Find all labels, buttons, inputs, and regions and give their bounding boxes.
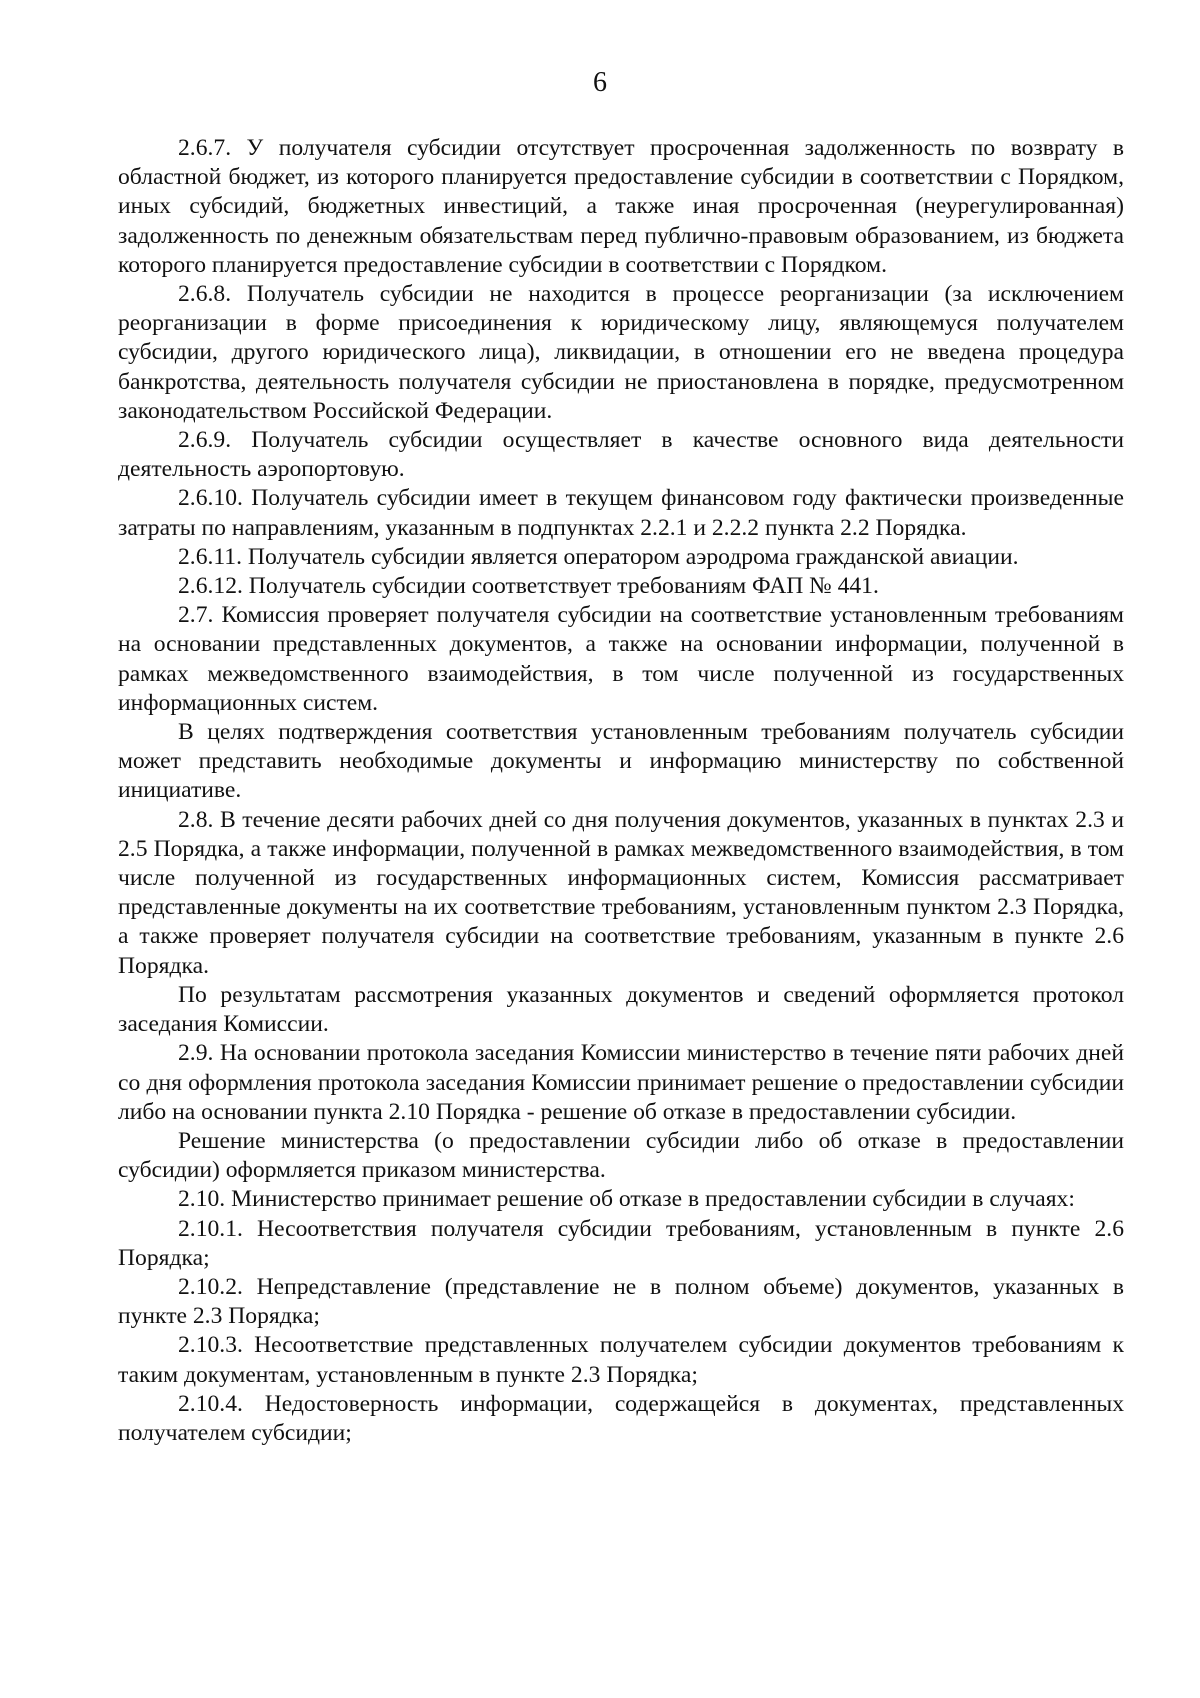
- paragraph-2-10: 2.10. Министерство принимает решение об отказе в предоставлении субсидии в случаях:: [178, 1186, 1075, 1213]
- paragraph-2-9: 2.9. На основании протокола заседания Комиссии министерство в течение пяти рабочих дней со дня оформления протокола заседания Комиссии принимает решение о предоставлении субсидии либо на основании пункта 2.10 Порядка - решение об отказе в предоставлении субсидии.: [118, 1040, 1124, 1125]
- paragraph-2-6-8: 2.6.8. Получатель субсидии не находится в процессе реорганизации (за исключением реорганизации в форме присоединения к юридическому лицу, являющемуся получателем субсидии, другого юридического лица), ликвидации, в отношении его не введена процедура банкротства, деятельность получателя субсидии не приостановлена в порядке, предусмотренном законодательством Российской Федерации.: [118, 281, 1124, 424]
- paragraph-2-8-result: По результатам рассмотрения указанных документов и сведений оформляется протокол заседания Комиссии.: [118, 981, 1124, 1038]
- paragraph-2-8: 2.8. В течение десяти рабочих дней со дня получения документов, указанных в пунктах 2.3 и 2.5 Порядка, а также информации, полученной в рамках межведомственного взаимодействия, в том числе полученной из государственных информационных систем, Комиссия рассматривает представленные документы на их соответствие требованиям, установленным пунктом 2.3 Порядка, а также проверяет получателя субсидии на соответствие требованиям, указанным в пункте 2.6 Порядка.: [118, 806, 1124, 979]
- paragraph-2-6-9: 2.6.9. Получатель субсидии осуществляет в качестве основного вида деятельности деятельность аэропортовую.: [118, 427, 1124, 483]
- paragraph-2-6-7: 2.6.7. У получателя субсидии отсутствует просроченная задолженность по возврату в областной бюджет, из которого планируется предоставление субсидии в соответствии с Порядком, иных субсидий, бюджетных инвестиций, а также иная просроченная (неурегулированная) задолженность по денежным обязательствам перед публично-правовым образованием, из бюджета которого планируется предоставление субсидии в соответствии с Порядком.: [118, 135, 1124, 278]
- paragraph-2-10-3: 2.10.3. Несоответствие представленных получателем субсидии документов требованиям к таким документам, установленным в пункте 2.3 Порядка;: [118, 1332, 1124, 1388]
- paragraph-2-7-note: В целях подтверждения соответствия установленным требованиям получатель субсидии может представить необходимые документы и информацию министерству по собственной инициативе.: [118, 719, 1124, 804]
- paragraph-2-6-12: 2.6.12. Получатель субсидии соответствует требованиям ФАП № 441.: [178, 573, 879, 600]
- paragraph-2-6-11: 2.6.11. Получатель субсидии является оператором аэродрома гражданской авиации.: [178, 543, 1019, 570]
- paragraph-2-10-4: 2.10.4. Недостоверность информации, содержащейся в документах, представленных получателем субсидии;: [118, 1390, 1124, 1446]
- document-body: [118, 134, 1124, 1448]
- paragraph-2-9-decision: Решение министерства (о предоставлении субсидии либо об отказе в предоставлении субсидии) оформляется приказом министерства.: [118, 1127, 1124, 1184]
- page-number: 6: [593, 67, 607, 98]
- paragraph-2-6-10: 2.6.10. Получатель субсидии имеет в текущем финансовом году фактически произведенные затраты по направлениям, указанным в подпунктах 2.2.1 и 2.2.2 пункта 2.2 Порядка.: [118, 485, 1124, 541]
- paragraph-2-10-1: 2.10.1. Несоответствия получателя субсидии требованиям, установленным в пункте 2.6 Порядка;: [118, 1215, 1124, 1271]
- paragraph-2-10-2: 2.10.2. Непредставление (представление не в полном объеме) документов, указанных в пункте 2.3 Порядка;: [118, 1273, 1124, 1330]
- paragraph-2-7: 2.7. Комиссия проверяет получателя субсидии на соответствие установленным требованиям на основании представленных документов, а также на основании информации, полученной в рамках межведомственного взаимодействия, в том числе полученной из государственных информационных систем.: [118, 602, 1124, 716]
